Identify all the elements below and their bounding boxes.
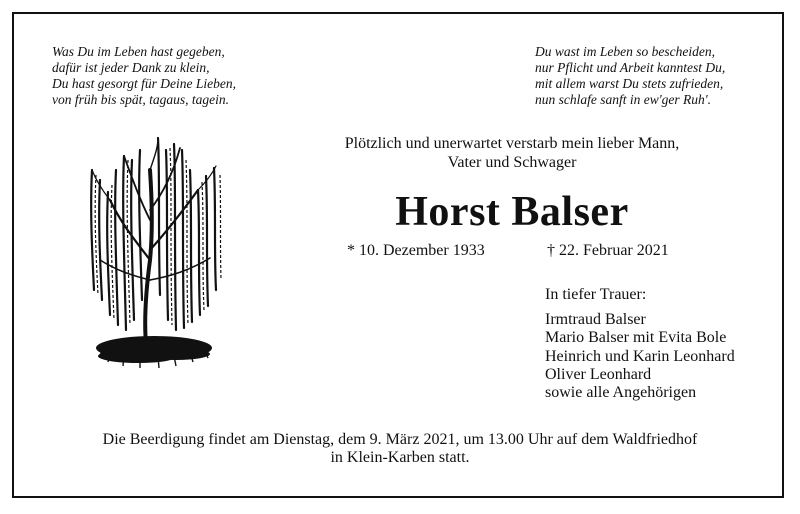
mourners-heading: In tiefer Trauer: (545, 286, 647, 303)
death-date: † 22. Februar 2021 (547, 242, 669, 259)
deceased-name: Horst Balser (395, 189, 629, 235)
mourners-list (545, 286, 735, 402)
intro-line: Vater und Schwager (447, 154, 577, 171)
intro-text (302, 134, 722, 172)
mourner: Oliver Leonhard (545, 365, 652, 383)
funeral-line: Die Beerdigung findet am Dienstag, dem 9. März 2021, um 13.00 Uhr auf dem Waldfriedhof (102, 431, 698, 448)
poem-line: Du wast im Leben so bescheiden, (535, 44, 715, 59)
poem-line: von früh bis spät, tagaus, tagein. (52, 92, 230, 107)
birth-date: * 10. Dezember 1933 (347, 242, 485, 259)
poem-line: Du hast gesorgt für Deine Lieben, (52, 76, 236, 91)
mourner: Irmtraud Balser (545, 311, 646, 329)
poem-line: dafür ist jeder Dank zu klein, (52, 60, 210, 75)
poem-right (535, 44, 725, 108)
poem-line: Was Du im Leben hast gegeben, (52, 44, 225, 59)
mourner: Heinrich und Karin Leonhard (545, 347, 735, 365)
poem-line: mit allem warst Du stets zufrieden, (535, 76, 724, 91)
funeral-info (30, 431, 770, 467)
mourner: Mario Balser mit Evita Bole (545, 329, 727, 347)
poem-left (52, 44, 236, 108)
mourner: sowie alle Angehörigen (545, 384, 697, 402)
weeping-willow-icon (80, 130, 225, 385)
intro-line: Plötzlich und unerwartet verstarb mein lieber Mann, (344, 135, 680, 152)
funeral-line: in Klein-Karben statt. (330, 449, 470, 466)
poem-line: nur Pflicht und Arbeit kanntest Du, (535, 60, 726, 75)
poem-line: nun schlafe sanft in ew'ger Ruh'. (535, 92, 712, 107)
